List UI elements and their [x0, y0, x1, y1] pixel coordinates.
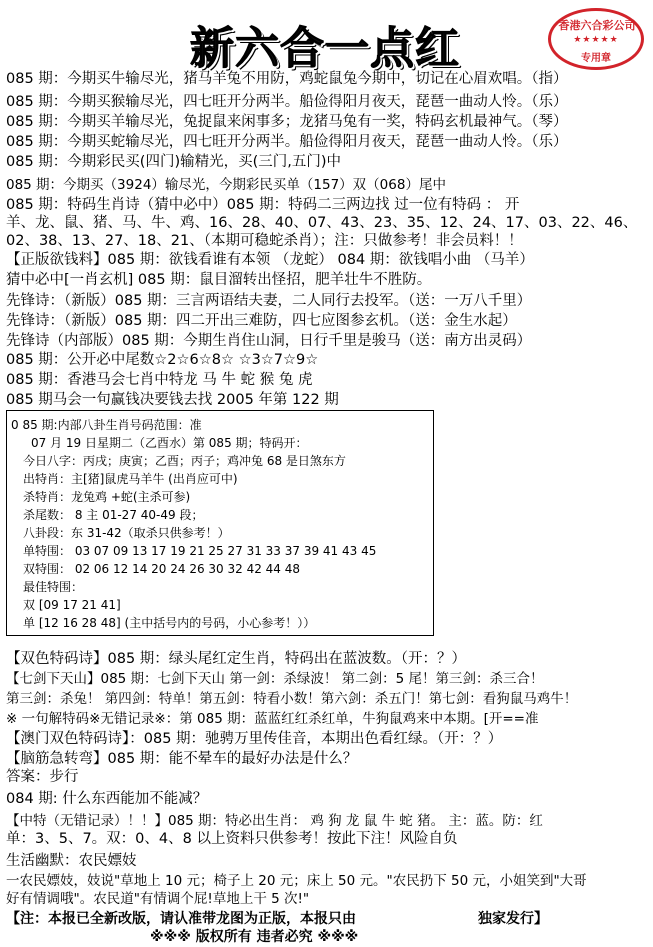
text-line: 085 期：特码生肖诗（猜中必中）085 期：特码二三两边找 过一位有特码 ： 开	[6, 197, 520, 213]
text-line: 085 期：今期买（3924）输尽光，今期彩民买单（157）双（068）尾中	[6, 177, 446, 193]
box-line: 杀特肖：龙兔鸡 +蛇(主杀可参)	[23, 490, 191, 504]
text-line: 先锋诗（内部版）085 期：今期生肖住山洞，日行千里是骏马（送：南方出灵码）	[6, 333, 532, 349]
text-line: 羊、龙、鼠、猪、马、牛、鸡、16、28、40、07、43、23、35、12、24、17、03、22、46、	[6, 215, 638, 231]
seal-sub: 专用章	[581, 53, 611, 64]
text-line: 【七剑下天山】085 期：七剑下天山 第一剑：杀绿波！ 第二剑：5 尾！第三剑：杀三合！	[6, 671, 544, 687]
bagua-info-box	[6, 410, 434, 636]
text-line: 085 期：公开必中尾数☆2☆6☆8☆ ☆3☆7☆9☆	[6, 352, 319, 368]
box-line: 出特肖：主[猪]鼠虎马羊牛 (出肖应可中)	[23, 472, 238, 486]
text-line: 085 期马会一句赢钱决要钱去找 2005 年第 122 期	[6, 392, 339, 408]
text-line: 第三剑：杀兔！ 第四剑：特单！第五剑：特看小数！第六剑：杀五门！第七剑：看狗鼠马鸡牛！	[6, 691, 578, 707]
box-line: 八卦段：东 31-42（取杀只供参考！）	[23, 526, 230, 540]
box-line: 单 [12 16 28 48] (主中括号内的号码，小心参考！））	[23, 616, 316, 630]
seal-text: 香港六合彩公司	[558, 19, 636, 32]
text-line: 085 期：香港马会七肖中特龙 马 牛 蛇 猴 兔 虎	[6, 372, 313, 388]
page-title: 新六合一点红	[190, 23, 460, 74]
text-line: 085 期：今期买猴输尽光，四七旺开分两半。船俭得阳月夜天，琵琶一曲动人怜。（乐）	[6, 94, 568, 110]
text-line: 【中特（无错记录）！！】085 期：特必出生肖： 鸡 狗 龙 鼠 牛 蛇 猪。 主：蓝。防：红	[6, 813, 543, 829]
text-line: 【双色特码诗】085 期：绿头尾红定生肖，特码出在蓝波数。（开：？）	[6, 651, 467, 667]
copyright: ※※※ 版权所有 违者必究 ※※※	[150, 929, 359, 945]
text-line: 085 期：今期买蛇输尽光，四七旺开分两半。船俭得阳月夜天，琵琶一曲动人怜。（乐）	[6, 134, 568, 150]
text-line: 答案：步行	[6, 769, 79, 785]
company-seal	[548, 8, 644, 70]
box-line: 杀尾数： 8 主 01-27 40-49 段；	[23, 508, 204, 522]
footer-notice: 【注：本报已全新改版，请认准带龙图为正版，本报只由	[6, 911, 356, 927]
box-line: 07 月 19 日星期二（乙酉水）第 085 期；特码开：	[31, 436, 308, 450]
text-line: 猜中必中[一肖玄机] 085 期：鼠目溜转出怪招，肥羊壮牛不胜防。	[6, 272, 432, 288]
text-line: 085 期：今期彩民买(四门)输精光，买(三门,五门)中	[6, 154, 342, 170]
text-line: 好有情调哦"。农民道"有情调个屁!草地上干 5 次!"	[6, 891, 310, 907]
text-line: 【脑筋急转弯】085 期：能不晕车的最好办法是什么？	[6, 751, 358, 767]
text-line: 084 期: 什么东西能加不能减？	[6, 791, 208, 807]
text-line: 085 期：今期买牛输尽光，猪马羊兔不用防，鸡蛇鼠兔今期中，切记在心眉欢唱。（指）	[6, 71, 568, 87]
text-line: 一农民嫖妓，妓说"草地上 10 元；椅子上 20 元；床上 50 元。"农民扔下 50 元，小姐笑到"大哥	[6, 873, 587, 889]
text-line: 单：3、5、7。双：0、4、8 以上资料只供参考！按此下注！风险自负	[6, 831, 458, 847]
box-line: 单特围： 03 07 09 13 17 19 21 25 27 31 33 37 39 41 43 45	[23, 544, 377, 558]
footer-notice-end: 独家发行】	[478, 911, 548, 927]
text-line: 先锋诗：（新版）085 期：四二开出三难防，四七应图参玄机。（送：金生水起）	[6, 313, 517, 329]
box-line: 双 [09 17 21 41]	[23, 598, 121, 612]
text-line: 【澳门双色特码诗】：085 期：驰骋万里传佳音，本期出色看红绿。（开：？）	[6, 731, 503, 747]
text-line: 02、38、13、27、18、21、（本期可稳蛇杀肖）；注：只做参考！非会员料！！	[6, 233, 523, 249]
text-line: 【正版欲钱料】085 期：欲钱看谁有本领 （龙蛇） 084 期：欲钱唱小曲 （马羊）	[6, 252, 534, 268]
text-line: 085 期：今期买羊输尽光，兔捉鼠来闲事多；龙猪马兔有一奖，特码玄机最神气。（琴）	[6, 114, 568, 130]
text-line: 生活幽默：农民嫖妓	[6, 853, 137, 869]
text-line: 先锋诗：（新版）085 期：三言两语结夫妻，二人同行去投军。（送：一万八千里）	[6, 293, 532, 309]
box-line: 今日八字：丙戌；庚寅；乙酉；丙子；鸡冲兔 68 是日煞东方	[23, 454, 346, 468]
seal-stars: ★★★★★	[573, 35, 619, 45]
box-line: 0 85 期:内部八卦生肖号码范围：准	[11, 418, 202, 432]
box-line: 最佳特围：	[23, 580, 84, 594]
header	[0, 4, 653, 74]
box-line: 双特围： 02 06 12 14 20 24 26 30 32 42 44 48	[23, 562, 301, 576]
text-line: ※ 一句解特码※无错记录※：第 085 期：蓝蓝红红杀红单，牛狗鼠鸡来中本期。[开==准	[6, 711, 539, 727]
